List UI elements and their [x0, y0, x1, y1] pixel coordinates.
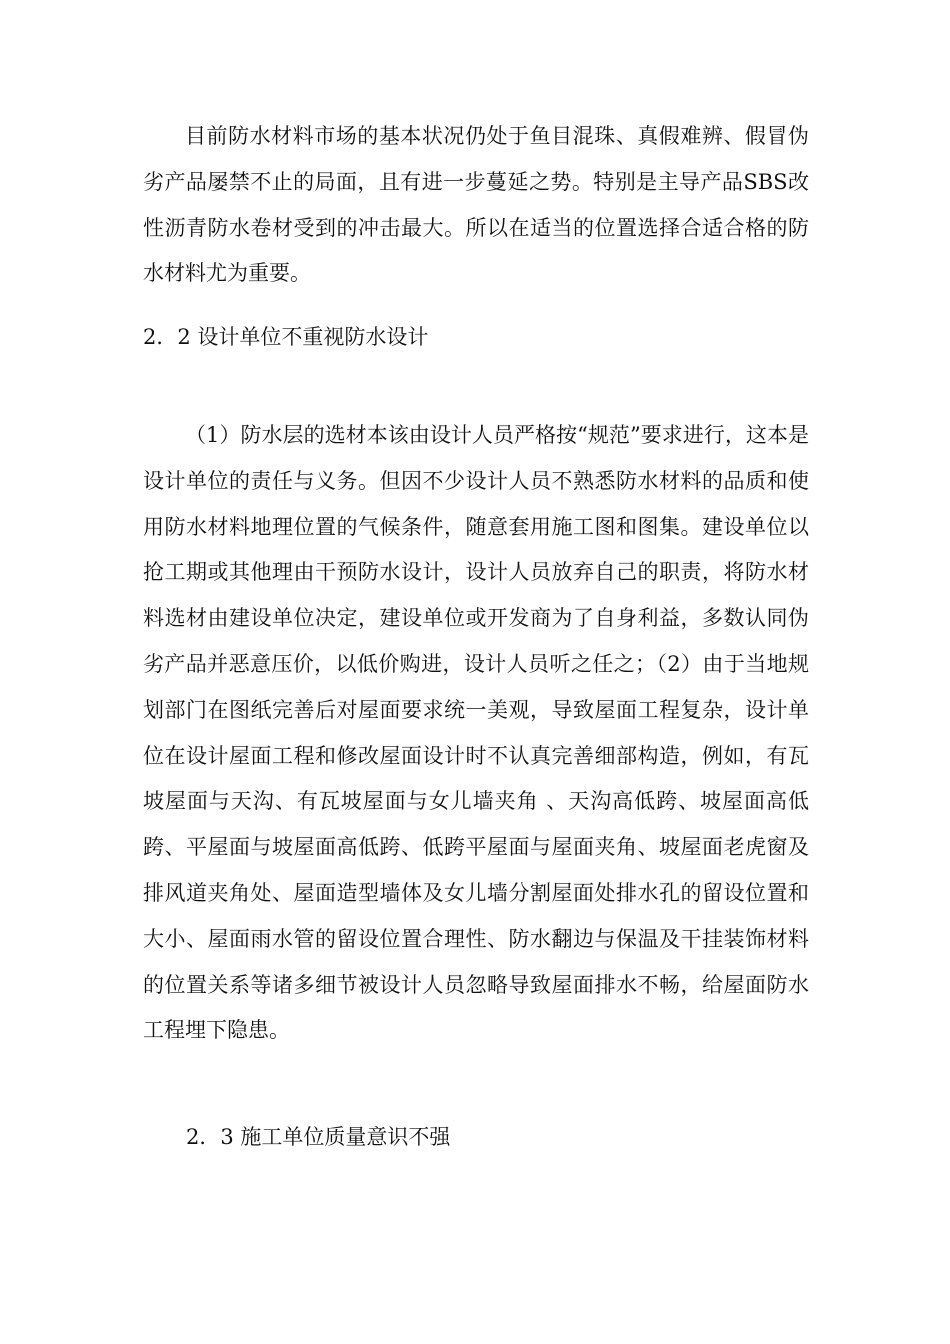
- section-heading-2-3: 2．3 施工单位质量意识不强: [186, 1125, 451, 1149]
- paragraph-design-issues: （1）防水层的选材本该由设计人员严格按“规范”要求进行，这本是设计单位的责任与义务。但因不少设计人员不熟悉防水材料的品质和使用防水材料地理位置的气候条件，随意套用施工图和图集。建设单位以抢工期或其他理由干预防水设计，设计人员放弃自己的职责，将防水材料选材由建设单位决定，建设单位或开发商为了自身利益，多数认同伪劣产品并恶意压价，以低价购进，设计人员听之任之；（2）由于当地规划部门在图纸完善后对屋面要求统一美观，导致屋面工程复杂，设计单位在设计屋面工程和修改屋面设计时不认真完善细部构造，例如，有瓦坡屋面与天沟、有瓦坡屋面与女儿墙夹角 、天沟高低跨、坡屋面高低跨、平屋面与坡屋面高低跨、低跨平屋面与屋面夹角、坡屋面老虎窗及排风道夹角处、屋面造型墙体及女儿墙分割屋面处排水孔的留设位置和大小、屋面雨水管的留设位置合理性、防水翻边与保温及干挂装饰材料的位置关系等诸多细节被设计人员忽略导致屋面排水不畅，给屋面防水工程埋下隐患。: [143, 423, 809, 1043]
- paragraph-market-status: 目前防水材料市场的基本状况仍处于鱼目混珠、真假难辨、假冒伪劣产品屡禁不止的局面，且有进一步蔓延之势。特别是主导产品SBS改性沥青防水卷材受到的冲击最大。所以在适当的位置选择合适合格的防水材料尤为重要。: [143, 124, 809, 286]
- section-heading-2-2: 2．2 设计单位不重视防水设计: [143, 325, 429, 349]
